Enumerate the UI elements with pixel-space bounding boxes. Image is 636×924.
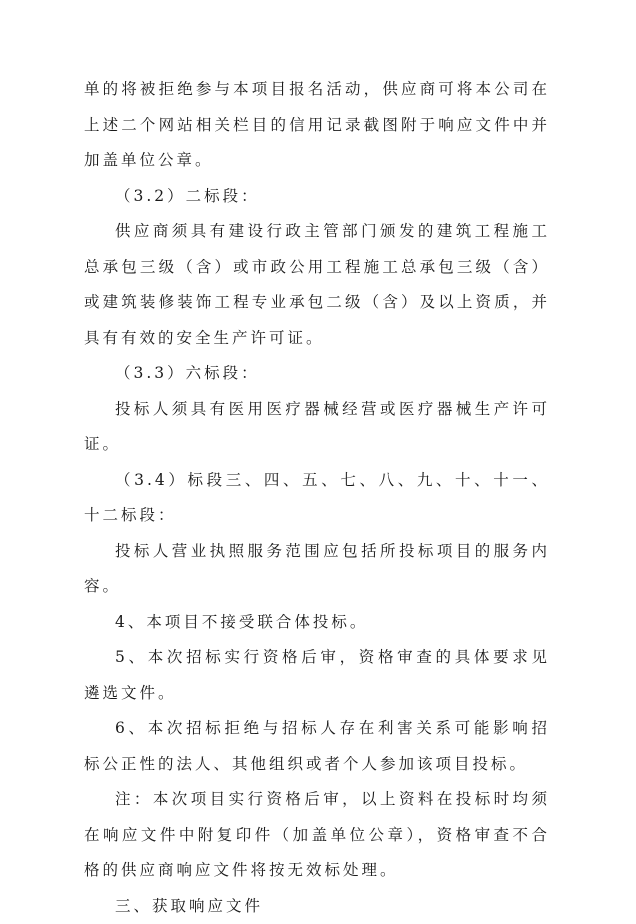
item-4-no-consortium: 4、本项目不接受联合体投标。 bbox=[84, 605, 550, 641]
heading-lot-6: （3.3）六标段： bbox=[84, 356, 550, 392]
paragraph-other-lots-requirements: 投标人营业执照服务范围应包括所投标项目的服务内容。 bbox=[84, 534, 550, 605]
paragraph-lot-2-requirements: 供应商须具有建设行政主管部门颁发的建筑工程施工总承包三级（含）或市政公用工程施工总承包三级（含）或建筑装修装饰工程专业承包二级（含）及以上资质，并具有有效的安全生产许可证。 bbox=[84, 214, 550, 356]
item-5-post-qualification: 5、本次招标实行资格后审，资格审查的具体要求见遴选文件。 bbox=[84, 640, 550, 711]
item-6-conflict-of-interest: 6、本次招标拒绝与招标人存在利害关系可能影响招标公正性的法人、其他组织或者个人参加该项目投标。 bbox=[84, 711, 550, 782]
note-qualification-review: 注：本次项目实行资格后审，以上资料在投标时均须在响应文件中附复印件（加盖单位公章），资格审查不合格的供应商响应文件将按无效标处理。 bbox=[84, 782, 550, 889]
heading-lot-2: （3.2）二标段： bbox=[84, 179, 550, 215]
paragraph-lot-6-requirements: 投标人须具有医用医疗器械经营或医疗器械生产许可证。 bbox=[84, 392, 550, 463]
heading-other-lots: （3.4）标段三、四、五、七、八、九、十、十一、十二标段： bbox=[84, 463, 550, 534]
section-heading-obtain-documents: 三、获取响应文件 bbox=[84, 889, 550, 924]
document-body bbox=[84, 72, 550, 924]
paragraph-credit-record: 单的将被拒绝参与本项目报名活动，供应商可将本公司在上述二个网站相关栏目的信用记录截图附于响应文件中并加盖单位公章。 bbox=[84, 72, 550, 179]
